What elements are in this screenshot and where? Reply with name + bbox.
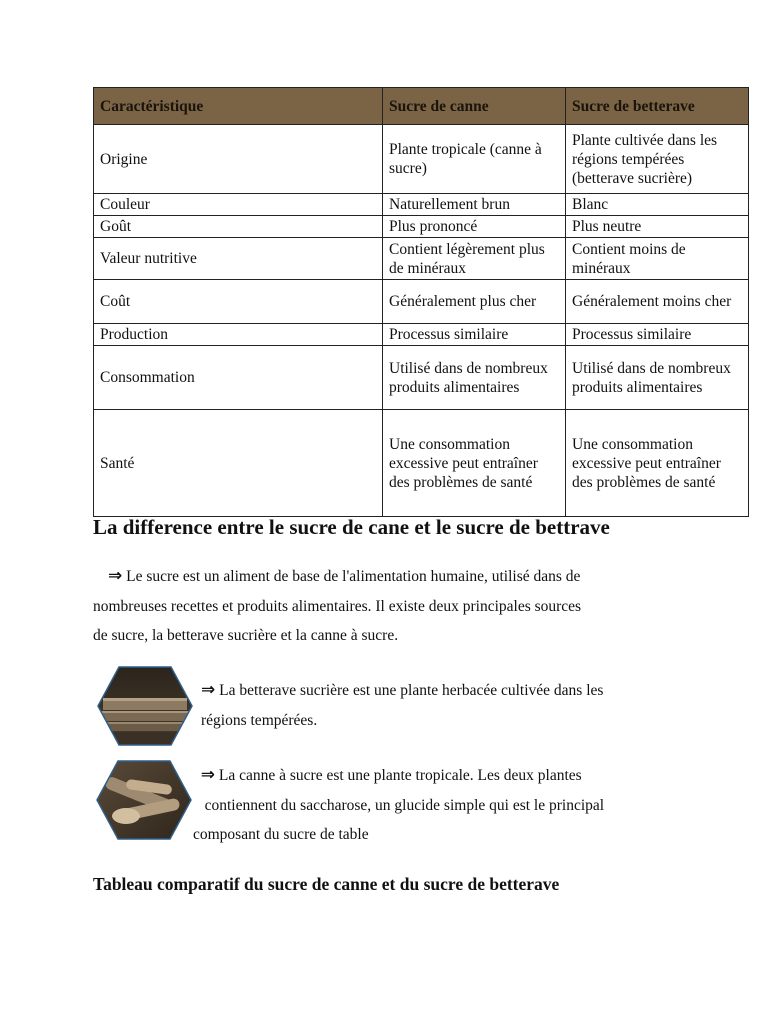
cell-cane: Contient légèrement plus de minéraux — [383, 238, 566, 280]
cane-line-3: composant du sucre de table — [193, 826, 369, 843]
cell-beet: Une consommation excessive peut entraîner des problèmes de santé — [566, 410, 749, 517]
section-heading: La difference entre le sucre de cane et le sucre de bettrave — [93, 515, 610, 539]
cell-cane: Naturellement brun — [383, 194, 566, 216]
cell-beet: Processus similaire — [566, 324, 749, 346]
table-row — [94, 125, 749, 194]
comparison-table — [93, 87, 749, 517]
beet-line-1: La betterave sucrière est une plante herbacée cultivée dans les — [219, 682, 604, 699]
cell-cane: Utilisé dans de nombreux produits alimentaires — [383, 346, 566, 410]
cell-beet: Généralement moins cher — [566, 280, 749, 324]
row-label: Coût — [94, 280, 383, 324]
cell-beet: Contient moins de minéraux — [566, 238, 749, 280]
cell-beet: Blanc — [566, 194, 749, 216]
header-cane-sugar: Sucre de canne — [383, 88, 566, 125]
table-row — [94, 194, 749, 216]
table-header-row — [94, 88, 749, 125]
cell-cane: Généralement plus cher — [383, 280, 566, 324]
intro-line-2: nombreuses recettes et produits alimentaires. Il existe deux principales sources — [93, 597, 582, 615]
intro-line-1: Le sucre est un aliment de base de l'alimentation humaine, utilisé dans de — [126, 568, 581, 585]
arrow-icon: ⇒ — [201, 680, 216, 700]
cell-cane: Plante tropicale (canne à sucre) — [383, 125, 566, 194]
table-row — [94, 324, 749, 346]
table-row — [94, 410, 749, 517]
header-beet-sugar: Sucre de betterave — [566, 88, 749, 125]
cane-line-2: contiennent du saccharose, un glucide simple qui est le principal — [204, 796, 605, 814]
cane-bullet — [193, 761, 693, 850]
cell-beet: Plante cultivée dans les régions tempérées (betterave sucrière) — [566, 125, 749, 194]
intro-line-3: de sucre, la betterave sucrière et la canne à sucre. — [93, 627, 399, 644]
cane-line-1: La canne à sucre est une plante tropicale. Les deux plantes — [218, 767, 582, 784]
table-title: Tableau comparatif du sucre de canne et du sucre de betterave — [93, 874, 560, 894]
cell-beet: Plus neutre — [566, 216, 749, 238]
row-label: Couleur — [94, 194, 383, 216]
row-label: Consommation — [94, 346, 383, 410]
cell-cane: Processus similaire — [383, 324, 566, 346]
row-label: Goût — [94, 216, 383, 238]
table-row — [94, 280, 749, 324]
cell-cane: Une consommation excessive peut entraîner des problèmes de santé — [383, 410, 566, 517]
beet-line-2: régions tempérées. — [201, 711, 318, 729]
intro-paragraph — [93, 562, 713, 651]
sugar-cane-photo-icon — [96, 760, 192, 840]
cell-beet: Utilisé dans de nombreux produits alimentaires — [566, 346, 749, 410]
row-label: Production — [94, 324, 383, 346]
table-row — [94, 346, 749, 410]
beet-bullet — [201, 676, 701, 735]
row-label: Origine — [94, 125, 383, 194]
row-label: Santé — [94, 410, 383, 517]
arrow-icon: ⇒ — [108, 566, 123, 586]
table-row — [94, 238, 749, 280]
row-label: Valeur nutritive — [94, 238, 383, 280]
arrow-icon: ⇒ — [200, 765, 215, 785]
cell-cane: Plus prononcé — [383, 216, 566, 238]
header-characteristic: Caractéristique — [94, 88, 383, 125]
sugar-bars-photo-icon — [97, 666, 193, 746]
table-row — [94, 216, 749, 238]
